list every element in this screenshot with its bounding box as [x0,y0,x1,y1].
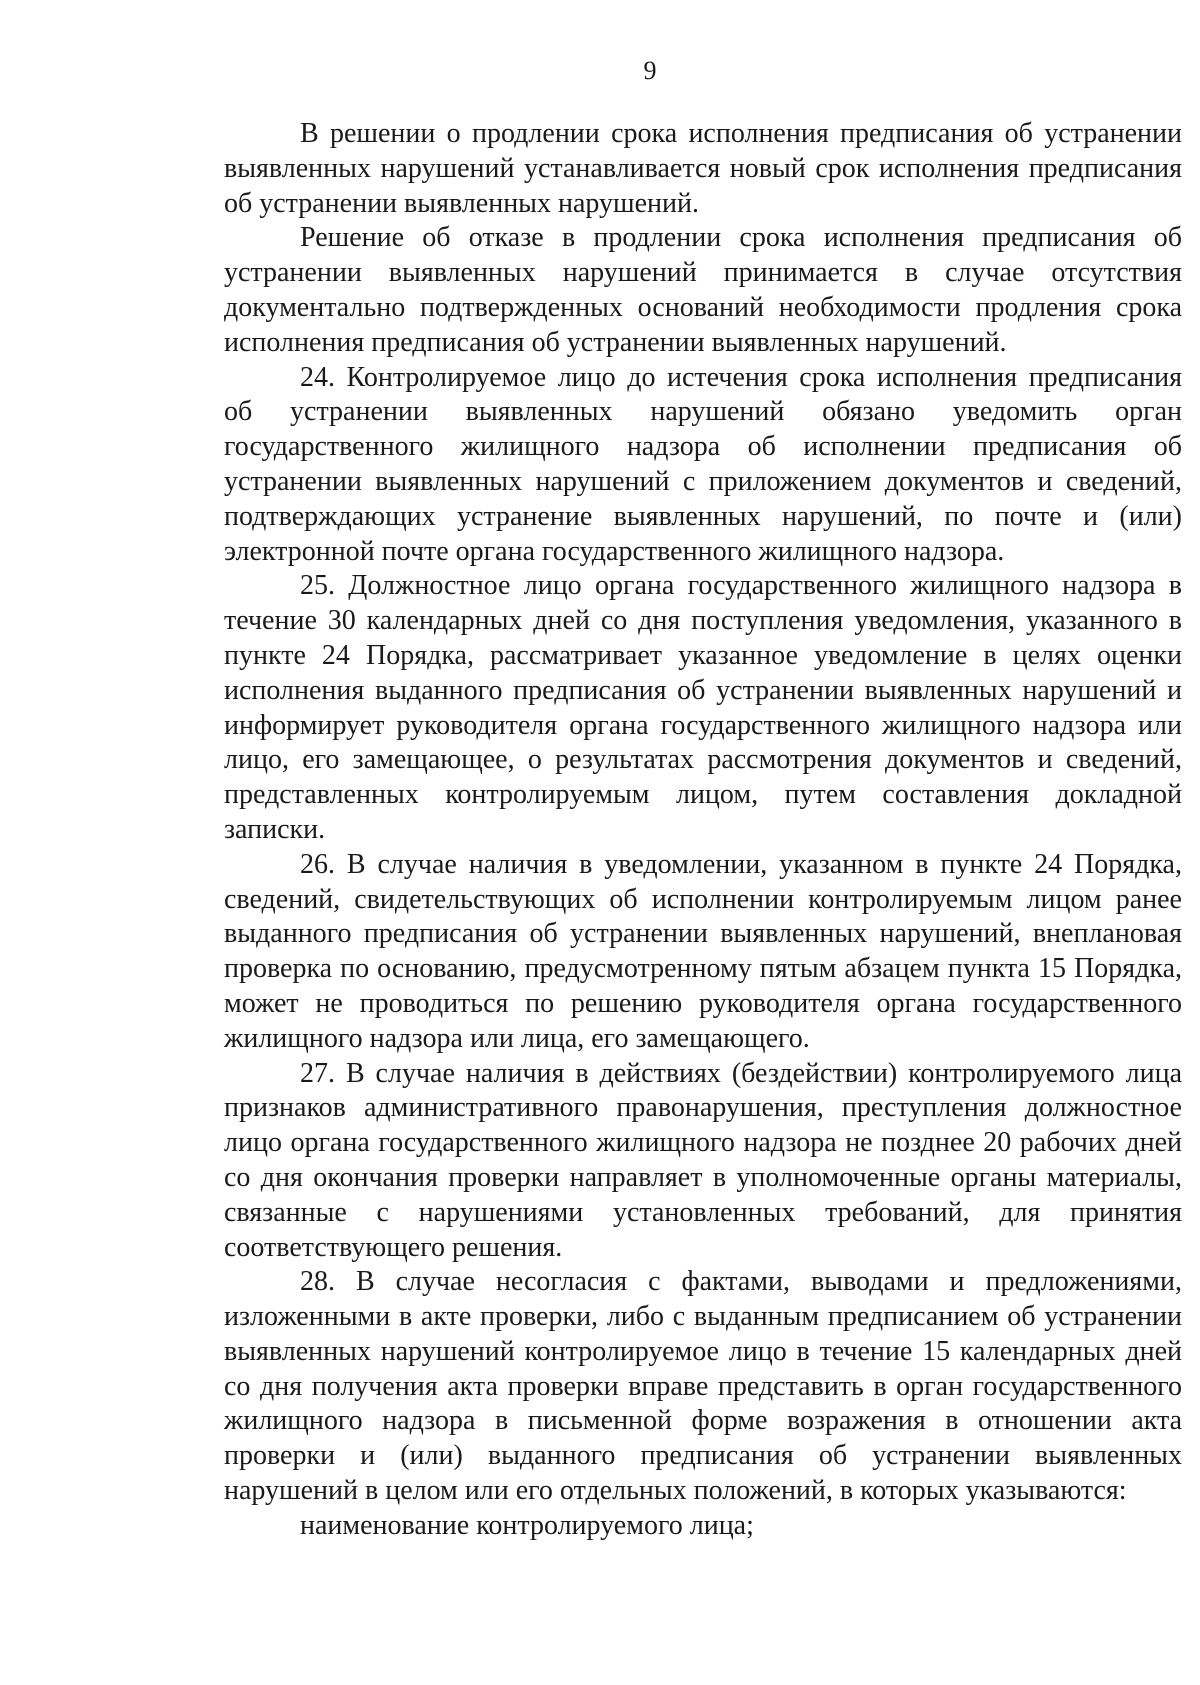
paragraph-refusal-decision: Решение об отказе в продлении срока исполнения предписания об устранении выявленных нарушений принимается в случае отсутствия документально подтвержденных оснований необходимости продления срока исполнения предписания об устранении выявленных нарушений. [224,222,1182,358]
paragraph-item-28: 28. В случае несогласия с фактами, выводами и предложениями, изложенными в акте проверки, либо с выданным предписанием об устранении выявленных нарушений контролируемое лицо в течение 15 календарных дней со дня получения акта проверки вправе представить в орган государственного жилищного надзора в письменной форме возражения в отношении акта проверки и (или) выданного предписания об устранении выявленных нарушений в целом или его отдельных положений, в которых указываются: [224,1266,1182,1507]
paragraph-extension-decision: В решении о продлении срока исполнения предписания об устранении выявленных нарушений устанавливается новый срок исполнения предписания об устранении выявленных нарушений. [224,118,1182,219]
paragraph-list-entry: наименование контролируемого лица; [300,1509,754,1541]
paragraph-item-24: 24. Контролируемое лицо до истечения срока исполнения предписания об устранении выявленных нарушений обязано уведомить орган государственного жилищного надзора об исполнении предписания об устранении выявленных нарушений с приложением документов и сведений, подтверждающих устранение выявленных нарушений, по почте и (или) электронной почте органа государственного жилищного надзора. [224,361,1182,567]
document-body [224,117,1182,1544]
page-number: 9 [643,56,657,85]
paragraph-item-25: 25. Должностное лицо органа государственного жилищного надзора в течение 30 календарных дней со дня поступления уведомления, указанного в пункте 24 Порядка, рассматривает указанное уведомление в целях оценки исполнения выданного предписания об устранении выявленных нарушений и информирует руководителя органа государственного жилищного надзора или лицо, его замещающее, о результатах рассмотрения документов и сведений, представленных контролируемым лицом, путем составления докладной записки. [224,570,1182,845]
paragraph-item-27: 27. В случае наличия в действиях (бездействии) контролируемого лица признаков административного правонарушения, преступления должностное лицо органа государственного жилищного надзора не позднее 20 рабочих дней со дня окончания проверки направляет в уполномоченные органы материалы, связанные с нарушениями установленных требований, для принятия соответствующего решения. [224,1057,1182,1263]
paragraph-item-26: 26. В случае наличия в уведомлении, указанном в пункте 24 Порядка, сведений, свидетельствующих об исполнении контролируемым лицом ранее выданного предписания об устранении выявленных нарушений, внеплановая проверка по основанию, предусмотренному пятым абзацем пункта 15 Порядка, может не проводиться по решению руководителя органа государственного жилищного надзора или лица, его замещающего. [224,848,1182,1054]
